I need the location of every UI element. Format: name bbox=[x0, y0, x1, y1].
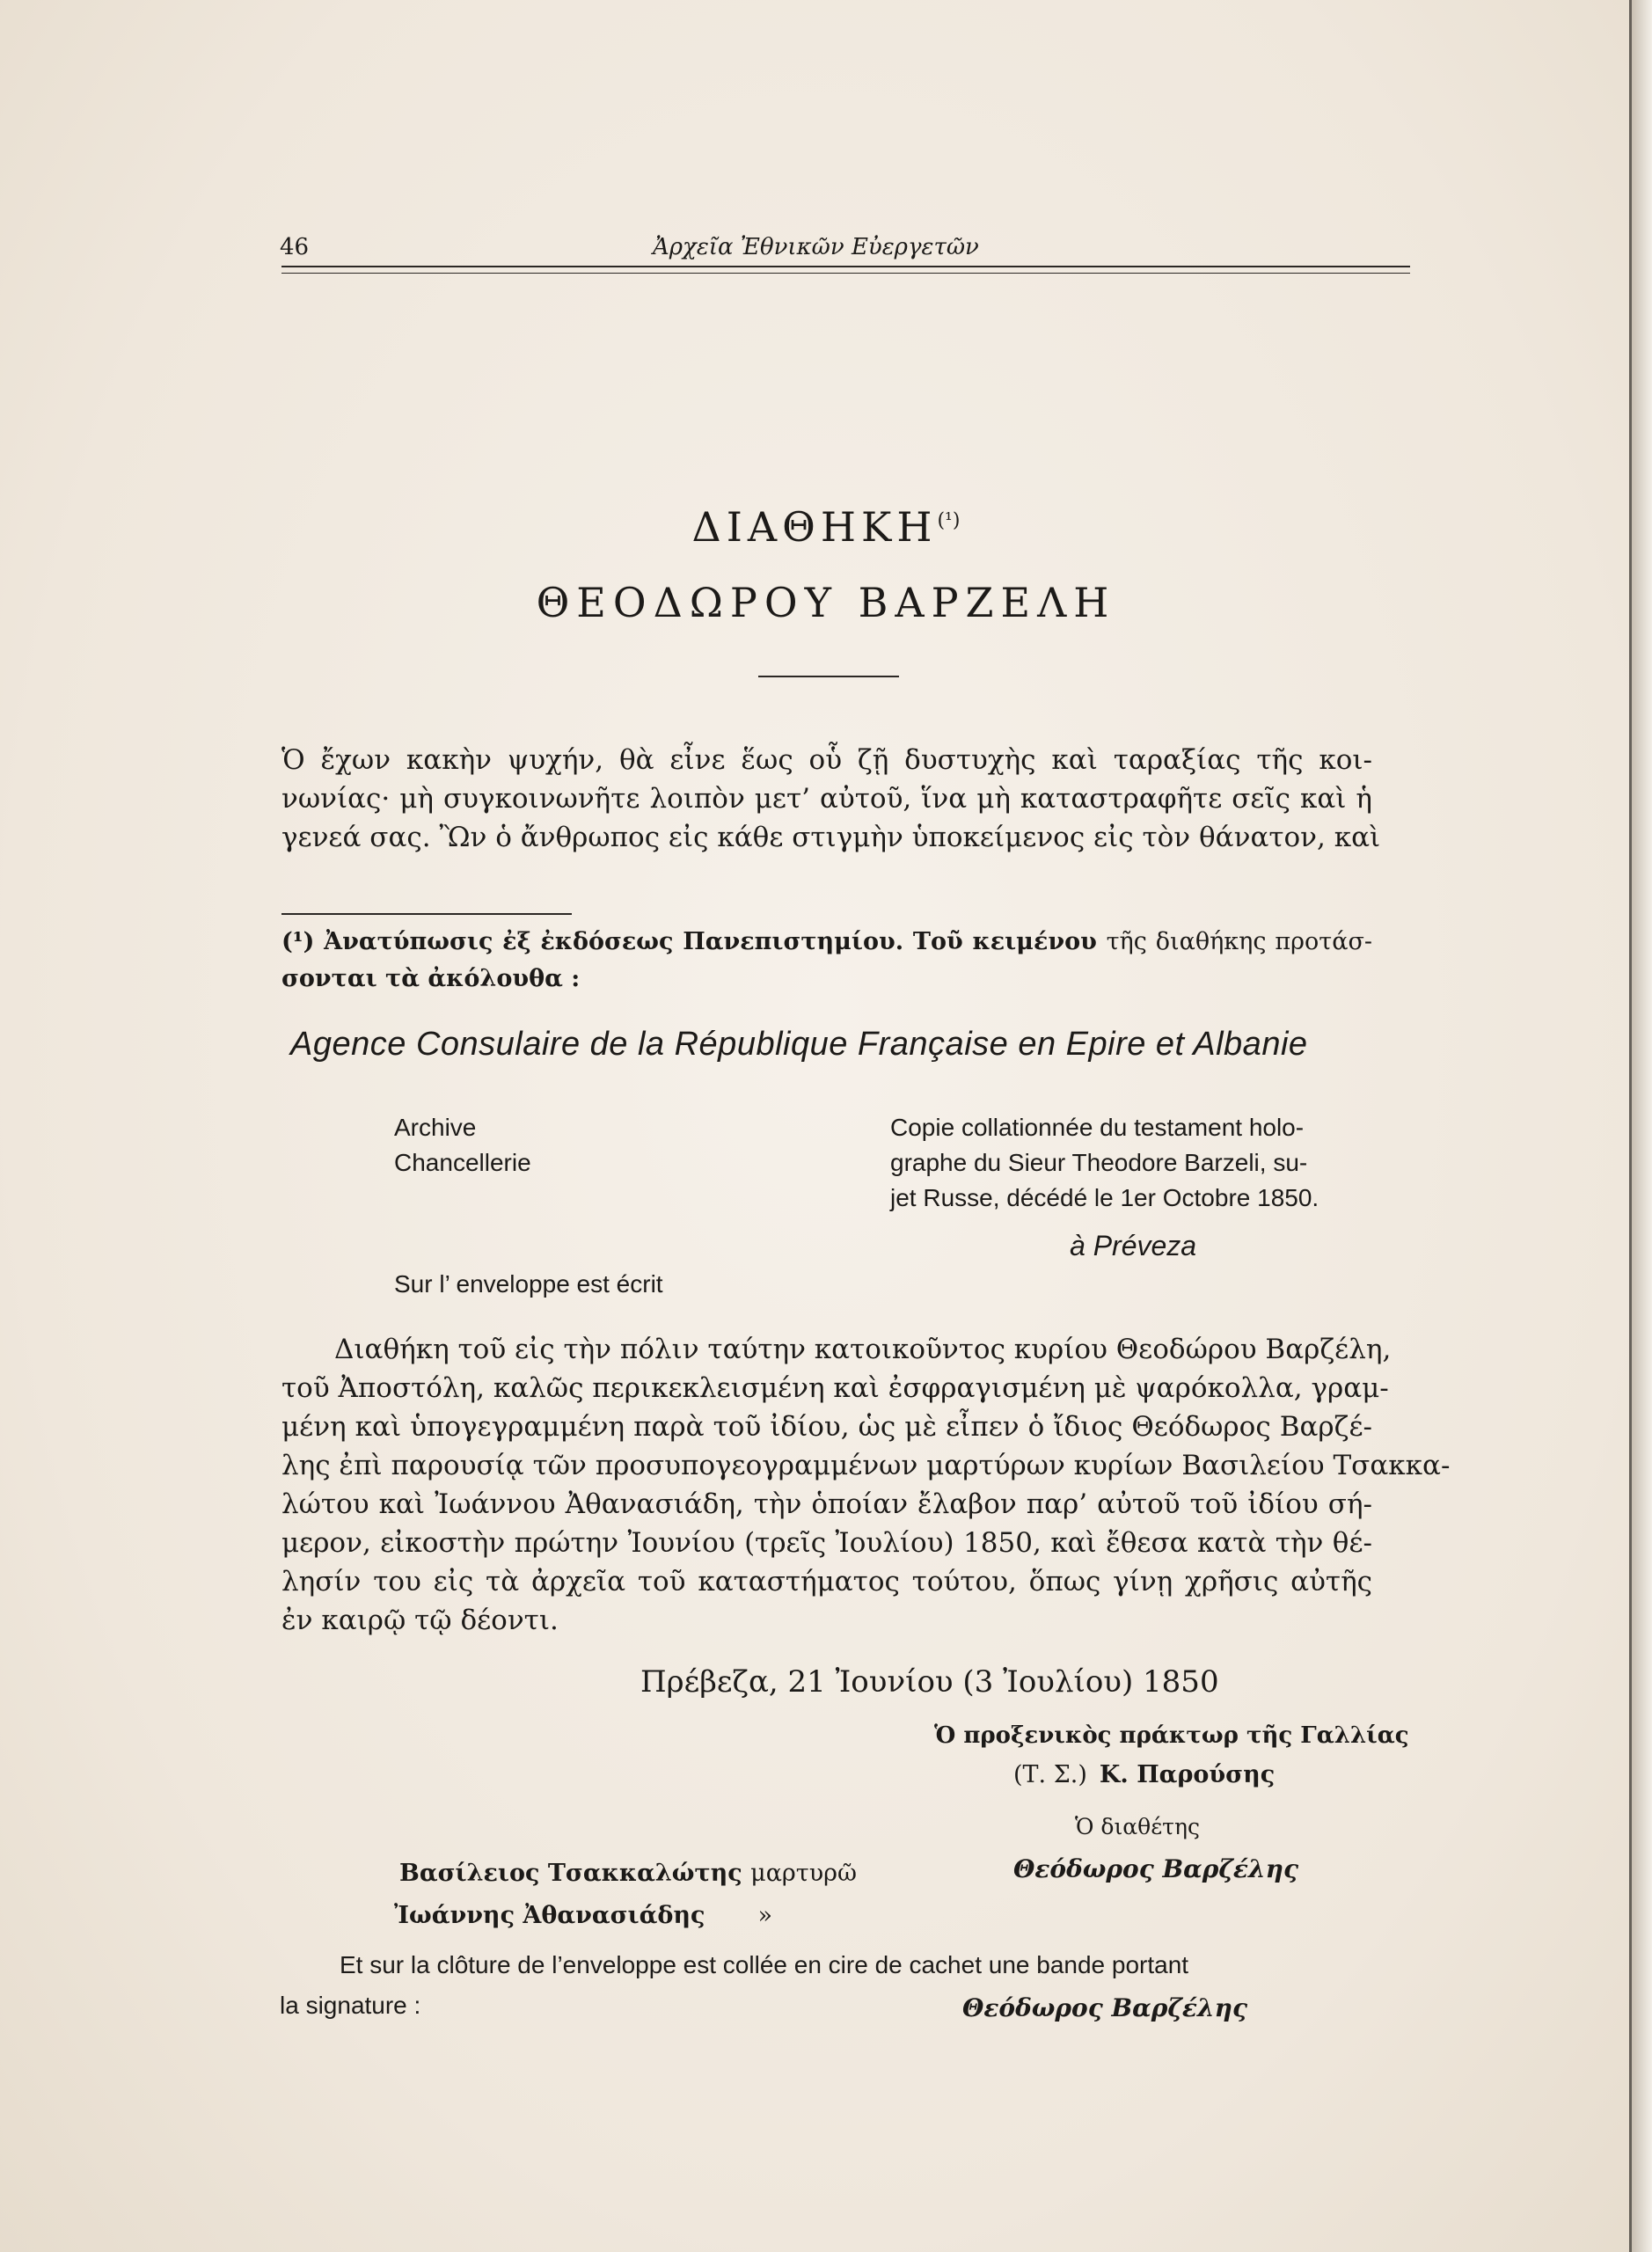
title-text: ΔΙΑΘΗΚΗ bbox=[691, 503, 938, 551]
place-label: à Préveza bbox=[1070, 1230, 1197, 1261]
testator-signature: Θεόδωρος Βαρζέλης bbox=[1013, 1854, 1298, 1883]
agence-heading: Agence Consulaire de la République Française en Epire et Albanie bbox=[290, 1026, 1308, 1063]
testator-label: Ὁ διαθέτης bbox=[1075, 1814, 1200, 1839]
witness-name: Βασίλειος Τσακκαλώτης bbox=[399, 1860, 742, 1887]
footnote-rule bbox=[281, 913, 572, 915]
footnote-bold-text: Ἀνατύπωσις ἐξ ἐκδόσεως Πανεπιστημίου. Τοῦ κειμένου bbox=[324, 928, 1097, 955]
footnote-normal-text: τῆς διαθήκης προτάσ- bbox=[1106, 928, 1372, 955]
title-footnote-mark: (¹) bbox=[937, 509, 961, 532]
header-rule-bottom bbox=[281, 273, 1410, 274]
title-rule bbox=[758, 676, 899, 677]
consul-signature bbox=[1013, 1761, 1275, 1788]
footnote-line-2: σονται τὰ ἀκόλουθα : bbox=[281, 965, 581, 992]
witness-line bbox=[394, 1902, 772, 1929]
witness-line bbox=[399, 1860, 857, 1887]
document-title bbox=[0, 503, 1652, 551]
text-line: ἐν καιρῷ τῷ δέοντι. bbox=[281, 1605, 559, 1636]
text-line: Διαθήκη τοῦ εἰς τὴν πόλιν ταύτην κατοικοῦντος κυρίου Θεοδώρου Βαρζέλη, bbox=[334, 1334, 1392, 1365]
footnote bbox=[281, 924, 1372, 998]
copy-note-column bbox=[890, 1110, 1319, 1216]
body-paragraph bbox=[281, 1330, 1451, 1640]
witness-role: » bbox=[757, 1902, 773, 1929]
text-line: τοῦ Ἀποστόλη, καλῶς περικεκλεισμένη καὶ ἐσφραγισμένη μὲ ψαρόκολλα, γραμ- bbox=[281, 1372, 1389, 1404]
text-line: λώτου καὶ Ἰωάννου Ἀθανασιάδη, τὴν ὁποίαν ἔλαβον παρ’ αὐτοῦ τοῦ ἰδίου σή- bbox=[281, 1488, 1372, 1520]
header-rule-top bbox=[281, 266, 1410, 267]
text-line: γενεά σας. Ὢν ὁ ἄνθρωπος εἰς κάθε στιγμὴν ὑποκείμενος εἰς τὸν θάνατον, καὶ bbox=[281, 822, 1381, 853]
archive-label: Archive bbox=[394, 1114, 477, 1141]
copy-note-line: Copie collationnée du testament holo- bbox=[890, 1114, 1305, 1141]
consul-name: Κ. Παρούσης bbox=[1099, 1761, 1276, 1788]
text-line: μερον, εἰκοστὴν πρώτην Ἰουνίου (τρεῖς Ἰουλίου) 1850, καὶ ἔθεσα κατὰ τὴν θέ- bbox=[281, 1527, 1372, 1559]
date-line: Πρέβεζα, 21 Ἰουνίου (3 Ἰουλίου) 1850 bbox=[640, 1664, 1219, 1700]
signature-label: la signature : bbox=[280, 1992, 421, 2019]
text-line: Ὁ ἔχων κακὴν ψυχήν, θὰ εἶνε ἕως οὗ ζῇ δυστυχὴς καὶ ταραξίας τῆς κοι- bbox=[281, 744, 1372, 776]
text-line: μένη καὶ ὑπογεγραμμένη παρὰ τοῦ ἰδίου, ὡς μὲ εἶπεν ὁ ἴδιος Θεόδωρος Βαρζέ- bbox=[281, 1411, 1372, 1443]
copy-note-line: jet Russe, décédé le 1er Octobre 1850. bbox=[890, 1184, 1319, 1211]
envelope-note: Sur l’ enveloppe est écrit bbox=[394, 1270, 663, 1298]
final-signature: Θεόδωρος Βαρζέλης bbox=[962, 1993, 1247, 2022]
copy-note-line: graphe du Sieur Theodore Barzeli, su- bbox=[890, 1149, 1308, 1176]
archive-column bbox=[394, 1110, 531, 1181]
page-edge-shadow bbox=[1632, 0, 1652, 2252]
consul-line: Ὁ προξενικὸς πράκτωρ τῆς Γαλλίας bbox=[934, 1722, 1409, 1749]
document-subtitle: ΘΕΟΔΩΡΟΥ ΒΑΡΖΕΛΗ bbox=[536, 579, 1116, 626]
seal-mark: (Τ. Σ.) bbox=[1013, 1761, 1087, 1788]
running-head-title: Ἀρχεῖα Ἐθνικῶν Εὐεργετῶν bbox=[653, 234, 979, 260]
text-line: λησίν του εἰς τὰ ἀρχεῖα τοῦ καταστήματος τούτου, ὅπως γίνῃ χρῆσις αὐτῆς bbox=[281, 1566, 1372, 1598]
text-line: νωνίας· μὴ συγκοινωνῆτε λοιπὸν μετ’ αὐτοῦ, ἵνα μὴ καταστραφῆτε σεῖς καὶ ἡ bbox=[281, 783, 1372, 815]
witness-name: Ἰωάννης Ἀθανασιάδης bbox=[394, 1902, 705, 1929]
text-line: λης ἐπὶ παρουσίᾳ τῶν προσυπογεογραμμένων μαρτύρων κυρίων Βασιλείου Τσακκα- bbox=[281, 1450, 1451, 1481]
chancellerie-label: Chancellerie bbox=[394, 1149, 531, 1176]
footnote-mark: (¹) bbox=[281, 928, 315, 955]
opening-paragraph bbox=[281, 741, 1381, 857]
witness-role: μαρτυρῶ bbox=[750, 1860, 858, 1887]
closure-note: Et sur la clôture de l’enveloppe est collée en cire de cachet une bande portant bbox=[340, 1951, 1189, 1978]
page-number: 46 bbox=[280, 234, 310, 260]
